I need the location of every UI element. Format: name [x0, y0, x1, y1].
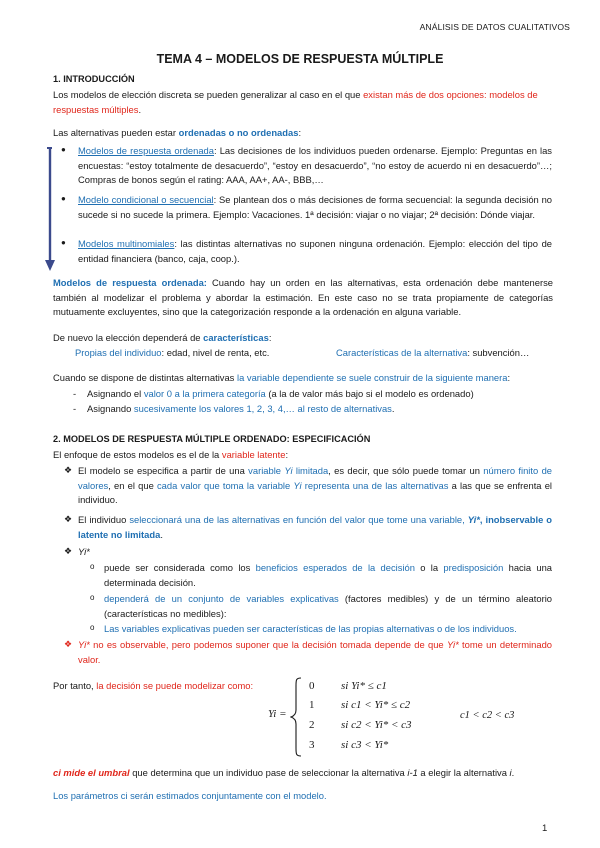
equation-lhs: Yi =: [268, 708, 287, 720]
case-1-value: 1: [309, 699, 315, 711]
diamond-item-3: ❖ Yi*: [64, 546, 90, 557]
case-3-condition: si c3 < Yi*: [341, 739, 389, 751]
page-number: 1: [542, 823, 548, 834]
dash-item-2: - Asignando sucesivamente los valores 1, 2, 3, 4,… al resto de alternativas.: [73, 403, 395, 414]
model-types-item-2: ● Modelo condicional o secuencial: Se plantean dos o más decisiones de forma secuencial: la segunda decisión no sucede si no sucede la primera. Ejemplo: Vacaciones. 1ª decisión: viajar o no viajar; 2ª decisión: Dónde viajar.: [61, 194, 552, 220]
case-3-value: 3: [309, 739, 315, 751]
circle-item-3: o Las variables explicativas pueden ser características de las propias alternativas o de los individuos.: [90, 623, 517, 634]
diamond-bullet-icon: ❖: [64, 514, 73, 524]
intro-paragraph: Los modelos de elección discreta se pueden generalizar al caso en el que existan más de dos opciones: modelos de respuestas múltiples.: [53, 89, 538, 115]
case-0-value: 0: [309, 680, 315, 692]
ordered-model-paragraph: Modelos de respuesta ordenada: Cuando hay un orden en las alternativas, esta ordenación debe mantenerse también al modelizar el problema y abordar la estimación. En este caso no se trata propiamente de categorías mutuamente excluyentes, sino que la categorización responde a la ordenación en alguna variable.: [53, 277, 553, 318]
model-lead: Por tanto, la decisión se puede modelizar como:: [53, 680, 254, 691]
case-1-condition: si c1 < Yi* ≤ c2: [341, 699, 411, 711]
model-types-item-3: ● Modelos multinomiales: las distintas alternativas no suponen ninguna ordenación. Ejemplo: elección del tipo de entidad financiera (banco, caja, coop.).: [61, 238, 552, 264]
brace-icon: [290, 676, 304, 758]
parameters-paragraph: Los parámetros ci serán estimados conjuntamente con el modelo.: [53, 790, 327, 801]
page-title: TEMA 4 – MODELOS DE RESPUESTA MÚLTIPLE: [156, 52, 444, 66]
diamond-item-2: ❖ El individuo seleccionará una de las alternativas en función del valor que tome una variable, Yi*, inobservable o latente no limitada.: [64, 514, 553, 540]
circle-item-1: o puede ser considerada como los beneficios esperados de la decisión o la predisposición hacia una determinada decisión.: [90, 562, 552, 588]
case-0-condition: si Yi* ≤ c1: [341, 680, 387, 692]
running-header: ANÁLISIS DE DATOS CUALITATIVOS: [419, 22, 570, 32]
down-arrow-icon: [44, 146, 58, 274]
model-types-item-1: ● Modelos de respuesta ordenada: Las decisiones de los individuos pueden ordenarse. Ejemplo: Preguntas en las encuestas: “estoy totalmente de desacuerdo”, “estoy en desacuerdo”, “no estoy de acuerdo ni en desacuerdo”…; Compras de bonos según el rating: AAA, AA+, AA-, BBB,…: [61, 145, 552, 186]
case-2-value: 2: [309, 719, 315, 731]
diamond-item-1: ❖ El modelo se especifica a partir de una variable Yi limitada, es decir, que sólo puede tomar un número finito de valores, en el que cada valor que toma la variable Yi representa una de las alternativas a las que se enfrenta el individuo.: [64, 465, 552, 506]
alternative-characteristics: Características de la alternativa: subvención…: [336, 347, 530, 358]
section-1-heading: 1. INTRODUCCIÓN: [53, 74, 135, 84]
characteristics-paragraph: De nuevo la elección dependerá de características:: [53, 332, 272, 343]
dash-item-1: - Asignando el valor 0 a la primera categoría (a la de valor más bajo si el modelo es ordenado): [73, 388, 474, 399]
individual-characteristics: Propias del individuo: edad, nivel de renta, etc.: [75, 347, 270, 358]
diamond-bullet-icon: ❖: [64, 546, 73, 556]
section-2-heading: 2. MODELOS DE RESPUESTA MÚLTIPLE ORDENADO: ESPECIFICACIÓN: [53, 434, 371, 444]
dependent-variable-paragraph: Cuando se dispone de distintas alternativas la variable dependiente se suele construir de la siguiente manera:: [53, 372, 511, 383]
threshold-order: c1 < c2 < c3: [460, 710, 515, 721]
diamond-bullet-icon: ❖: [64, 639, 73, 649]
circle-item-2: o dependerá de un conjunto de variables explicativas (factores medibles) y de un término aleatorio (características no medibles):: [90, 593, 552, 619]
diamond-bullet-icon: ❖: [64, 465, 73, 475]
case-2-condition: si c2 < Yi* < c3: [341, 719, 412, 731]
latent-variable-intro: El enfoque de estos modelos es el de la variable latente:: [53, 449, 289, 460]
threshold-paragraph: ci mide el umbral que determina que un individuo pase de seleccionar la alternativa i-1 a elegir la alternativa i.: [53, 767, 515, 778]
diamond-item-4: ❖ Yi* no es observable, pero podemos suponer que la decisión tomada depende de que Yi* tome un determinado valor.: [64, 639, 552, 665]
alternatives-paragraph: Las alternativas pueden estar ordenadas o no ordenadas:: [53, 127, 302, 138]
